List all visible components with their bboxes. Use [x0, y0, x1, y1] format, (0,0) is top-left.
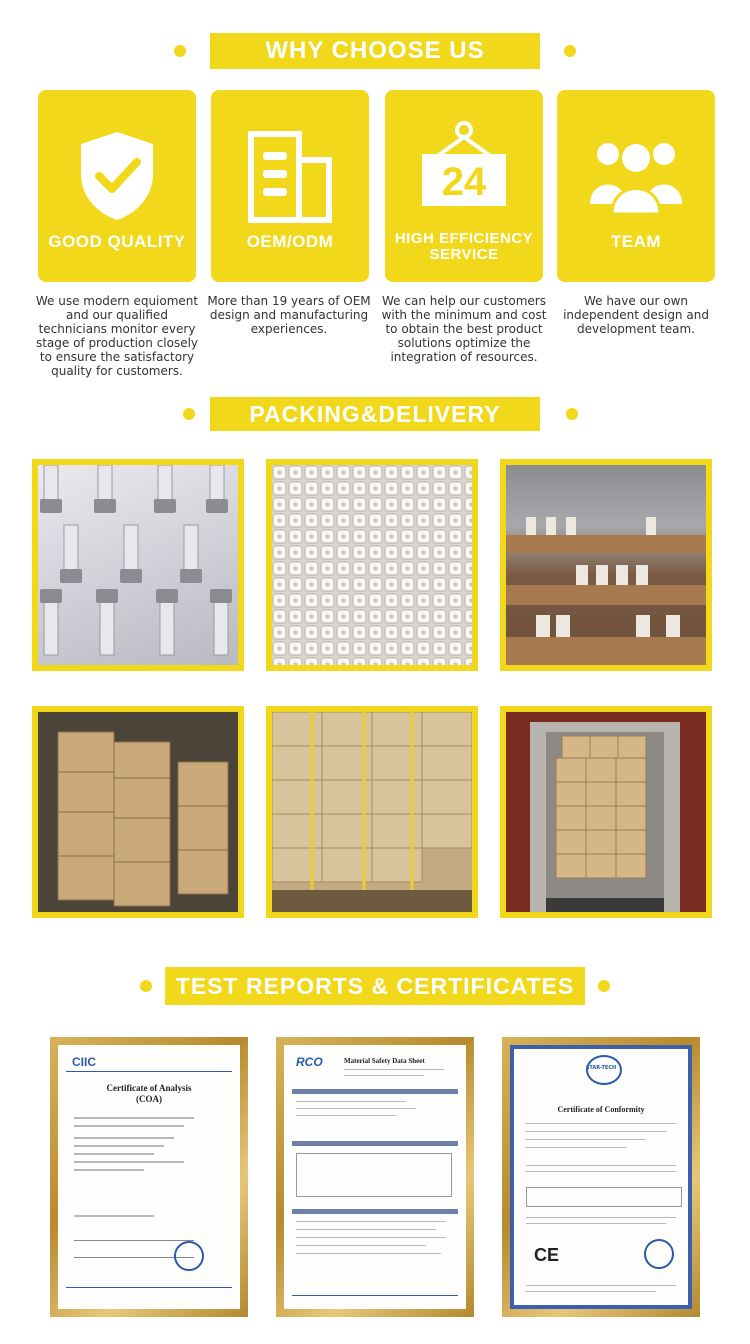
feature-description: More than 19 years of OEM design and manufacturing experiences.	[207, 294, 371, 336]
why-choose-us-title: WHY CHOOSE US	[210, 33, 540, 69]
packing-delivery-title: PACKING&DELIVERY	[210, 397, 540, 431]
rco-logo: RCO	[296, 1055, 323, 1069]
white-caps-photo	[266, 459, 478, 671]
stacked-cartons-photo	[32, 706, 244, 918]
ciic-logo: CIIC	[72, 1055, 96, 1069]
certificate-coa	[50, 1037, 248, 1317]
title-dot-right	[564, 45, 576, 57]
title-dot-left	[183, 408, 195, 420]
star-tech-logo-text: STAR-TECH	[585, 1065, 617, 1071]
feature-label-line1: HIGH EFFICIENCY	[394, 230, 534, 247]
feature-description: We can help our customers with the minimum and cost to obtain the best product solutions optimize the integration of resources.	[381, 294, 547, 364]
container-loading-photo	[500, 706, 712, 918]
cert-title: Certificate of Analysis	[106, 1083, 192, 1093]
building-icon	[211, 130, 369, 224]
feature-label-line2: SERVICE	[429, 246, 499, 263]
certificate-msds	[276, 1037, 474, 1317]
conformity-stamp	[644, 1239, 674, 1269]
ciic-stamp	[174, 1241, 204, 1271]
test-reports-title: TEST REPORTS & CERTIFICATES	[165, 967, 585, 1005]
title-dot-right	[598, 980, 610, 992]
feature-description: We have our own independent design and development team.	[563, 294, 709, 336]
certificate-conformity	[502, 1037, 700, 1317]
ce-mark: CE	[534, 1245, 560, 1265]
feature-label: OEM/ODM	[246, 232, 334, 251]
team-icon	[557, 134, 715, 218]
strapped-pallet-photo	[266, 706, 478, 918]
feature-card-high-efficiency	[385, 90, 543, 282]
dropper-bottles-photo	[32, 459, 244, 671]
feature-description: We use modern equioment and our qualified technicians monitor every stage of production closely to ensure the satisfactory quality for customers.	[35, 294, 199, 378]
feature-card-team	[557, 90, 715, 282]
title-dot-right	[566, 408, 578, 420]
feature-label: TEAM	[610, 232, 662, 251]
shield-check-icon	[38, 128, 196, 224]
title-dot-left	[174, 45, 186, 57]
feature-card-good-quality	[38, 90, 196, 282]
cert-title: Material Safety Data Sheet	[344, 1057, 425, 1065]
cert-title: Certificate of Conformity	[557, 1105, 645, 1114]
feature-label: GOOD QUALITY	[48, 232, 186, 251]
title-dot-left	[140, 980, 152, 992]
feature-card-oem-odm	[211, 90, 369, 282]
cert-subtitle: (COA)	[136, 1094, 162, 1104]
clock-24-text: 24	[441, 160, 487, 204]
warehouse-bottles-photo	[500, 459, 712, 671]
